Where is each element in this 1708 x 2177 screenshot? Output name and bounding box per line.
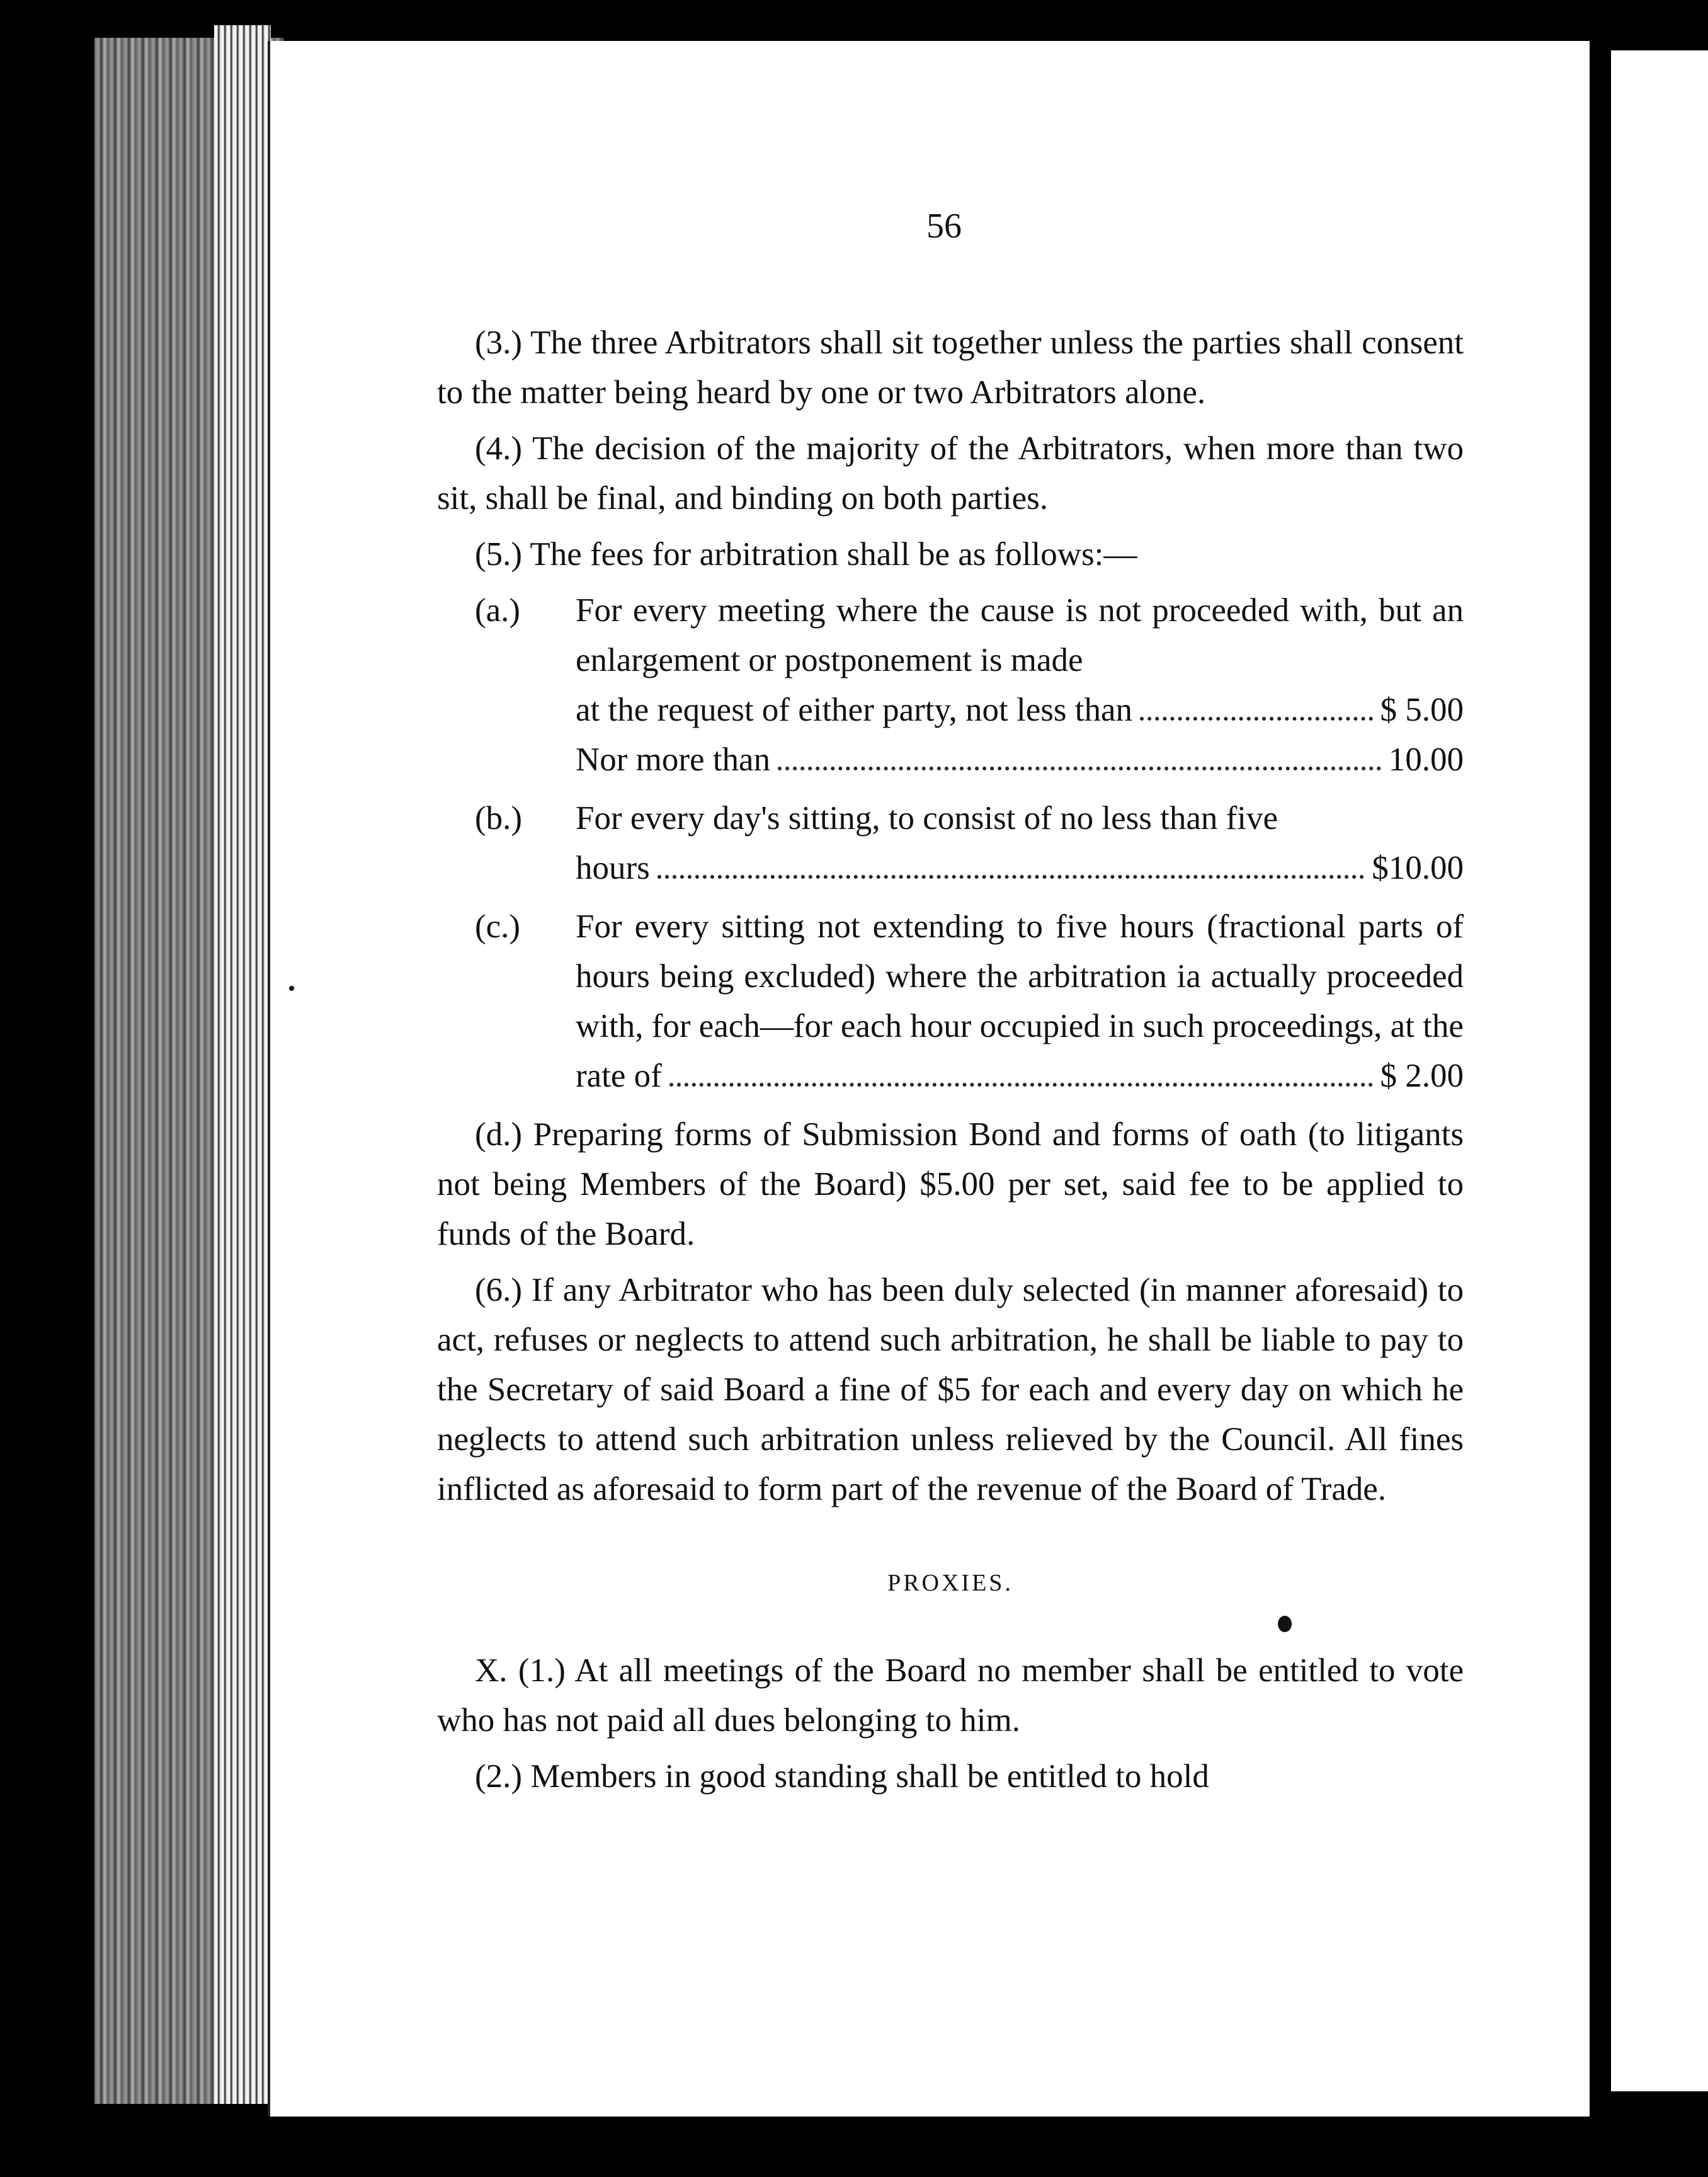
book-page (268, 41, 1590, 2117)
paragraph-x-1: X. (1.) At all meetings of the Board no member shall be entitled to vote who has not paid all dues belonging to him. (437, 1652, 1464, 1739)
item-text: For every meeting where the cause is not proceeded with, but an enlargement or postponement is made (576, 592, 1464, 678)
paragraph-x-2: (2.) Members in good standing shall be entitled to hold (475, 1758, 1209, 1795)
fee-item-a (437, 586, 1464, 785)
paragraph-4: (4.) The decision of the majority of the Arbitrators, when more than two sit, shall be final, and binding on both parties. (437, 430, 1464, 517)
fee-item-c (437, 902, 1464, 1101)
paragraph-6: (6.) If any Arbitrator who has been duly selected (in manner aforesaid) to act, refuses or neglects to attend such arbitration, he shall be liable to pay to the Secretary of said Board a fine of $5 for each and every day on which he neglects to attend such arbitration unless relieved by the Council. All fines inflicted as aforesaid to form part of the revenue of the Board of Trade. (437, 1272, 1464, 1507)
page-number: 56 (926, 207, 962, 246)
dot-leader (658, 875, 1364, 879)
fee-amount: 10.00 (1388, 741, 1464, 778)
item-text: For every sitting not extending to five hours (fractional parts of hours being excluded) where the arbitration ia actually proceeded with, for each—for each hour occupied in such proceedings, at the (576, 908, 1464, 1044)
ink-speck (1278, 1616, 1292, 1632)
fee-item-b (437, 794, 1464, 893)
page-stack (214, 25, 271, 2104)
dot-leader (669, 1083, 1373, 1087)
fee-amount: $ 2.00 (1380, 1058, 1464, 1094)
fee-line: Nor more than 10.00 (576, 735, 1464, 785)
fee-line: rate of $ 2.00 (576, 1051, 1464, 1101)
ink-speck (289, 986, 294, 991)
page-text (437, 318, 1464, 1808)
dot-leader (1140, 717, 1372, 721)
paragraph-3: (3.) The three Arbitrators shall sit together unless the parties shall consent to the matter being heard by one or two Arbitrators alone. (437, 324, 1464, 411)
section-heading-proxies: PROXIES. (887, 1570, 1013, 1596)
facing-page (1611, 50, 1708, 2091)
item-text: For every day's sitting, to consist of no less than five (576, 800, 1278, 837)
paragraph-d: (d.) Preparing forms of Submission Bond and forms of oath (to litigants not being Members of the Board) $5.00 per set, said fee to be applied to funds of the Board. (437, 1116, 1464, 1252)
fee-amount: $ 5.00 (1380, 692, 1464, 728)
item-mark: (c.) (475, 908, 521, 945)
item-mark: (a.) (475, 592, 521, 629)
fee-amount: $10.00 (1372, 850, 1464, 886)
dot-leader (778, 767, 1381, 770)
item-mark: (b.) (475, 800, 523, 837)
fee-line: at the request of either party, not less than $ 5.00 (576, 685, 1464, 735)
fee-line: hours $10.00 (576, 843, 1464, 893)
paragraph-5: (5.) The fees for arbitration shall be as follows:— (475, 536, 1137, 573)
